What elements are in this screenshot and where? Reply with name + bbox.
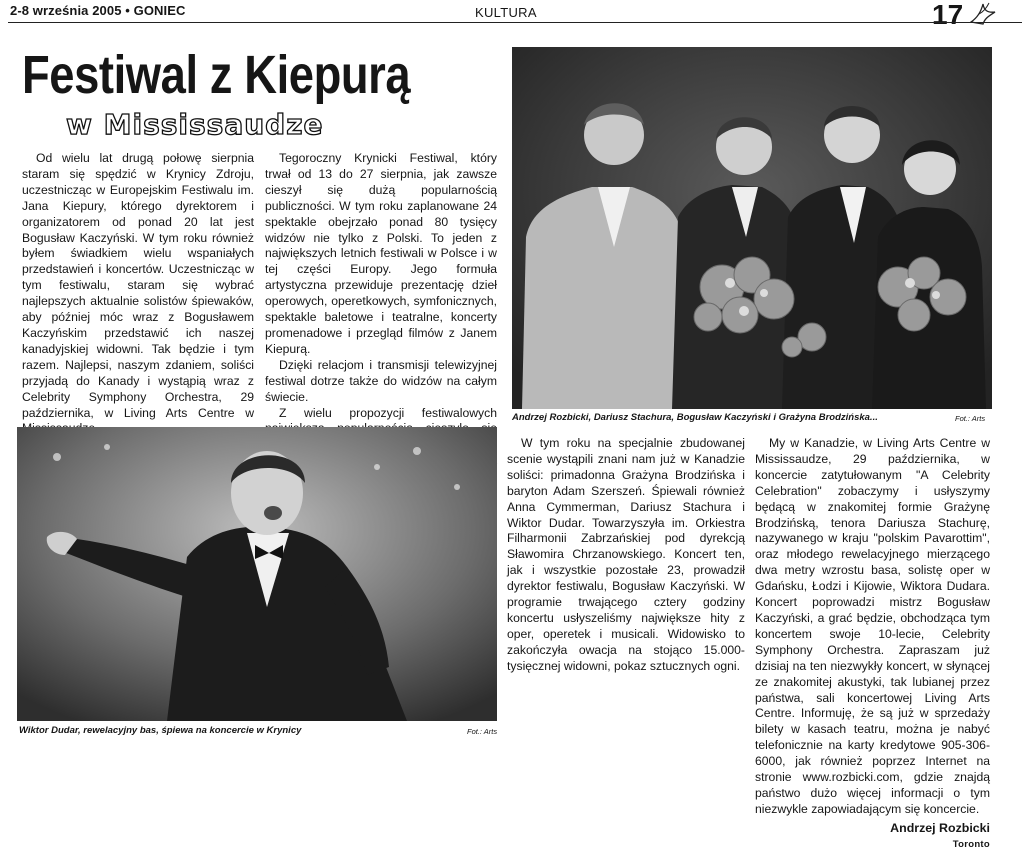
paragraph-2: Tegoroczny Krynicki Festiwal, który trwał od 13 do 27 sierpnia, jak zawsze cieszył się dużą popularnością publiczności. W tym roku zaplanowane 24 spektakle obejrzało ponad 80 tysięcy widzów nie tylko z Polski. To jeden z największych letnich festiwali w Polsce i w tej części Europy. Jego formuła artystyczna przewiduje prezentację dzieł operowych, operetkowych, symfonicznych, spektakle baletowe i teatralne, koncerty promenadowe i przegląd filmów z Janem Kiepurą.: [265, 151, 497, 356]
paragraph-1: Od wielu lat drugą połowę sierpnia staram się spędzić w Krynicy Zdroju, uczestnicząc w Europejskim Festiwalu im. Jana Kiepury, którego dyrektorem i organizatorem od ponad 20 lat jest Bogusław Kaczyński. W tym roku również byłem świadkiem wielu wspaniałych przedstawień i koncertów. Uczestnicząc w tym festiwalu, staram się wybrać najlepszych aktualnie solistów śpiewaków, aby później móc wraz z Bogusławem Kaczyńskim przedstawić ich naszej kanadyjskiej widowni. Tak będzie i tym razem. Najlepsi, naszym zdaniem, soliści przyjadą do Kanady i wystąpią wraz z Celebrity Symphony Orchestra, 29 października, w Living Arts Centre w: [22, 151, 254, 420]
photo-bottom-caption: Wiktor Dudar, rewelacyjny bas, śpiewa na koncercie w Krynicy: [19, 725, 302, 736]
text-column-3: [507, 436, 745, 675]
header-date-source: 2-8 września 2005 • GONIEC: [10, 3, 186, 18]
header-rule: [8, 22, 1022, 23]
author-city: Toronto: [952, 838, 990, 850]
photo-top-credit: Fot.: Arts: [955, 414, 986, 423]
paragraph-6: My w Kanadzie, w Living Arts Centre w Mississaudze, 29 października, w koncercie zatytułowanym "A Celebrity Celebration" zobaczymy i usłyszymy będącą w znakomitej formie Grażynę Brodzińską, tenora Dariusza Stachurę, nazywanego w kraju "polskim Pavarottim", oraz młodego rewelacyjnego mierzącego dwa metry wzrostu basa, solistę oper w Gdańsku, Łodzi i Kijowie, Wiktora Dudara. Koncert poprowadzi mistrz Bogusław Kaczyński, a grać będzie, obchodząca tym koncertem swoje 10-lecie, Celebrity Symphony Orchestra. Zapraszam już dzisiaj na ten niezwykły koncert, w słynącej ze znakomitej akustyki, tak lubianej przez państwa, sali koncertowej Living Arts Centre. Informuję, że są już w sprzedaży bilety w kasach teatru, można je nabyć telefonicznie na karty kredytowe 905-306-6000, jak również poprzez Internet na stronie www.rozbicki.com, gdzie znajdą państwo dużo więcej informacji o tym niezwykle zapowiadającym się koncercie.: [755, 436, 990, 816]
photo-top-caption: Andrzej Rozbicki, Dariusz Stachura, Bogusław Kaczyński i Grażyna Brodzińska...: [512, 412, 878, 423]
article-title: Festiwal z Kiepurą: [22, 45, 411, 105]
page-number-text: 17: [932, 0, 964, 30]
photo-singer: [17, 427, 497, 721]
paragraph-5: W tym roku na specjalnie zbudowanej scenie wystąpili znani nam już w Kanadzie soliści: primadonna Grażyna Brodzińska i baryton Adam Szerszeń. Śpiewali również Anna Cymmerman, Dariusz Stachura i Wiktor Dudar. Towarzyszyła im. Orkiestra Filharmonii Zabrzańskiej pod dyrekcją Sławomira Chrzanowskiego. Koncert ten, jak i wszystkie pozostałe 23, prowadził dyrektor festiwalu, Bogusław Kaczyński. W programie trwającego cztery godziny koncertu usłyszeliśmy największe hity z oper, operetek i musicali. Widowisko to zakończyła owacja na stojąco 15.000-tysięcznej widowni, pokaz sztucznych ogni.: [507, 436, 745, 673]
text-column-4: [755, 436, 990, 853]
photo-four-artists: [512, 47, 992, 409]
article-subtitle: w Mississaudze: [66, 108, 324, 141]
author-signature: Andrzej Rozbicki: [890, 820, 990, 835]
paragraph-4: Z wielu propozycji festiwalowych: [279, 405, 497, 420]
paragraph-3: Dzięki relacjom i transmisji telewizyjnej festiwal dotrze także do widzów na całym świecie.: [265, 357, 497, 404]
text-column-1: [22, 151, 254, 437]
section-label: KULTURA: [475, 5, 537, 20]
page-number: [932, 0, 997, 30]
photo-bottom-credit: Fot.: Arts: [467, 727, 498, 736]
